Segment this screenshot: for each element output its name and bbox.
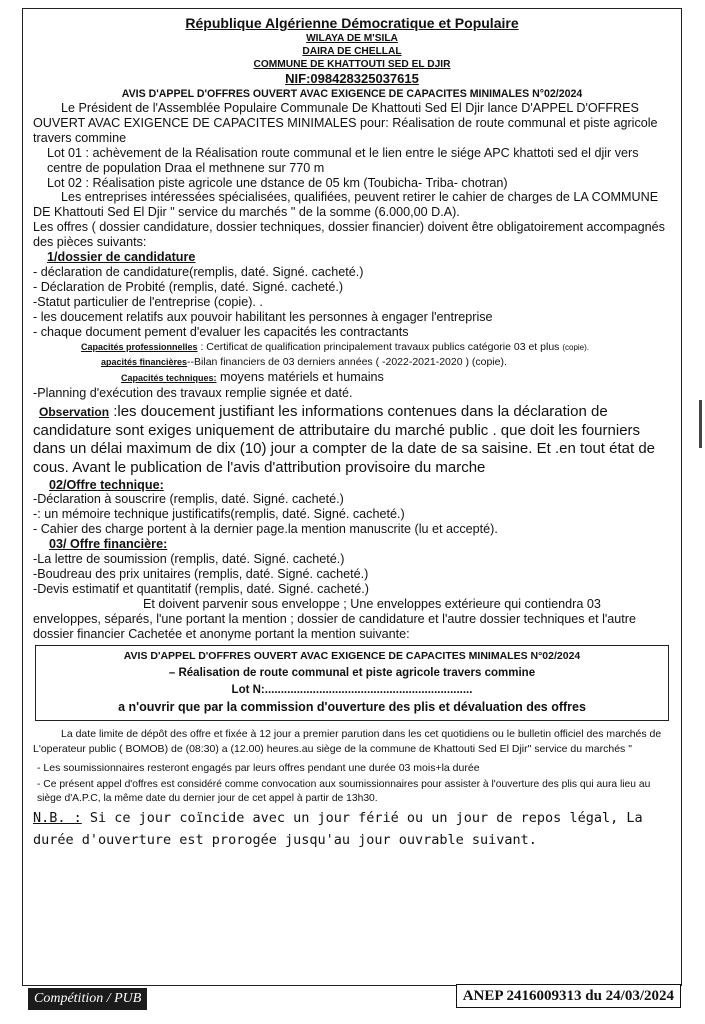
planning-item: -Planning d'exécution des travaux remplie signée et daté. bbox=[33, 386, 353, 401]
notice-frame bbox=[22, 8, 682, 986]
list-item: - Déclaration de Probité (remplis, daté. Signé. cacheté.) bbox=[33, 279, 344, 294]
section-candidature-list bbox=[33, 265, 671, 340]
deadline-paragraph: La date limite de dépôt des offre et fixée à 12 jour a premier parution dans les cet quotidiens ou le bulletin officiel des marchés de L'operateur public ( BOMOB) de (08:30) a (12.00) heures.au siège de la commune de Khattouti Sed El Djir" service du marchés " bbox=[33, 728, 662, 756]
box-lot: Lot N:................................................................. bbox=[231, 684, 473, 697]
cap-pro-copie: (copie). bbox=[562, 342, 590, 352]
box-title: AVIS D'APPEL D'OFFRES OUVERT AVAC EXIGENCE DE CAPACITES MINIMALES N°02/2024 bbox=[123, 650, 581, 663]
cap-fin-text: --Bilan financiers de 03 derniers années ( -2022-2021-2020 ) (copie). bbox=[187, 356, 507, 369]
list-item: -: un mémoire technique justificatifs(remplis, daté. Signé. cacheté.) bbox=[33, 507, 405, 522]
republic-heading: République Algérienne Démocratique et Populaire bbox=[185, 15, 519, 31]
lot-02: Lot 02 : Réalisation piste agricole une dstance de 05 km (Toubicha- Triba- chotran) bbox=[47, 175, 508, 190]
convocation-paragraph: - Ce présent appel d'offres est considéré comme convocation aux soumissionnaires pour assister à l'ouverture des plis qui aura lieu au siège d'A.P.C, la même date du dernier jour de cet appel à partir de 13h30. bbox=[37, 778, 651, 805]
cap-fin-label: apacités financières bbox=[101, 357, 188, 368]
list-item: -Boudreau des prix unitaires (remplis, daté. Signé. cacheté.) bbox=[33, 566, 369, 581]
cap-tech-label: Capacités techniques: bbox=[121, 373, 217, 384]
cap-tech-text: moyens matériels et humains bbox=[216, 370, 384, 385]
daira-heading: DAIRA DE CHELLAL bbox=[302, 46, 402, 57]
nif-number: NIF:098428325037615 bbox=[285, 71, 419, 86]
envelope-label-box bbox=[35, 645, 669, 721]
observation-text: :les doucement justifiant les informations contenues dans la déclaration de candidature sont exiges uniquement de attributaire du marché public . que doit les fourniers dans un délai maximum de dix (10) jour a compter de la date de sa saisine. Et .en tout état de cous. Avant le publication de l'avis d'attribution provisoire du marche bbox=[33, 403, 656, 476]
section-financiere-title: 03/ Offre financière: bbox=[49, 537, 168, 552]
engagement-paragraph: - Les soumissionnaires resteront engagés par leurs offres pendant une durée 03 mois+la durée bbox=[37, 761, 480, 774]
list-item: - chaque document pement d'evaluer les capacités les contractants bbox=[33, 324, 409, 339]
nb-label: N.B. : bbox=[33, 809, 82, 826]
box-subject: – Réalisation de route communal et piste agricole travers commine bbox=[168, 667, 536, 680]
list-item: -La lettre de soumission (remplis, daté. Signé. cacheté.) bbox=[33, 552, 345, 567]
scan-edge-mark bbox=[699, 400, 702, 448]
envelope-paragraph: Et doivent parvenir sous enveloppe ; Une enveloppes extérieure qui contiendra 03 enveloppes, séparés, l'une portant la mention ; dossier de candidature et l'autre dossier techniques et l'autre dossier financier Cachetée et anonyme portant la mention suivante: bbox=[33, 596, 636, 641]
lot-01: Lot 01 : achèvement de la Réalisation route communal et le lien entre le siége APC khattoti sed el djir vers centre de population Draa el methnene sur 770 m bbox=[47, 145, 639, 175]
intro-paragraph: Le Président de l'Assemblée Populaire Communale De Khattouti Sed El Djir lance D'APPEL D'OFFRES OUVERT AVAC EXIGENCE DE CAPACITES MINIMALES pour: Réalisation de route communal et piste agricole travers commine bbox=[33, 101, 658, 145]
section-technique-list bbox=[33, 492, 671, 537]
offres-intro: Les offres ( dossier candidature, dossier techniques, dossier financier) doivent être obligatoirement accompagnés des pièces suivants: bbox=[33, 220, 665, 250]
section-financiere-list bbox=[33, 552, 671, 597]
cap-pro-text: : Certificat de qualification principalement travaux publics catégorie 03 et plus bbox=[197, 340, 560, 353]
observation-paragraph bbox=[33, 403, 671, 477]
nb-text: Si ce jour coïncide avec un jour férié ou un jour de repos légal, La durée d'ouverture est prorogée jusqu'au jour ouvrable suivant. bbox=[33, 809, 643, 848]
notice-content bbox=[23, 9, 681, 851]
section-candidature-title: 1/dossier de candidature bbox=[47, 250, 196, 265]
list-item: - déclaration de candidature(remplis, daté. Signé. cacheté.) bbox=[33, 264, 364, 279]
wilaya-heading: WILAYA DE M'SILA bbox=[306, 33, 398, 44]
box-warning: a n'ouvrir que par la commission d'ouverture des plis et dévaluation des offres bbox=[118, 700, 586, 715]
capacites-financieres bbox=[101, 355, 671, 370]
competition-pub-label: Compétition / PUB bbox=[28, 988, 147, 1010]
notice-title: AVIS D'APPEL D'OFFRES OUVERT AVAC EXIGENCE DE CAPACITES MINIMALES N°02/2024 bbox=[121, 88, 583, 100]
list-item: -Statut particulier de l'entreprise (copie). . bbox=[33, 294, 263, 309]
nb-paragraph bbox=[33, 807, 671, 851]
commune-heading: COMMUNE DE KHATTOUTI SED EL DJIR bbox=[253, 59, 451, 70]
observation-label: Observation bbox=[39, 405, 110, 420]
capacites-professionnelles bbox=[81, 340, 671, 356]
capacites-techniques bbox=[121, 370, 671, 386]
section-technique-title: 02/Offre technique: bbox=[49, 477, 164, 492]
list-item: - Cahier des charge portent à la dernier page.la mention manuscrite (lu et accepté). bbox=[33, 522, 498, 537]
list-item: -Devis estimatif et quantitatif (remplis, daté. Signé. cacheté.) bbox=[33, 581, 369, 596]
list-item: -Déclaration à souscrire (remplis, daté. Signé. cacheté.) bbox=[33, 492, 344, 507]
anep-reference: ANEP 2416009313 du 24/03/2024 bbox=[456, 984, 681, 1008]
list-item: - les doucement relatifs aux pouvoir habilitant les personnes à engager l'entreprise bbox=[33, 309, 493, 324]
cap-pro-label: Capacités professionnelles bbox=[81, 341, 198, 352]
retrait-paragraph: Les entreprises intéressées spécialisées, qualifiées, peuvent retirer le cahier de charges de LA COMMUNE DE Khattouti Sed El Djir " service du marchés " de la somme (6.000,00 D.A). bbox=[33, 190, 659, 220]
